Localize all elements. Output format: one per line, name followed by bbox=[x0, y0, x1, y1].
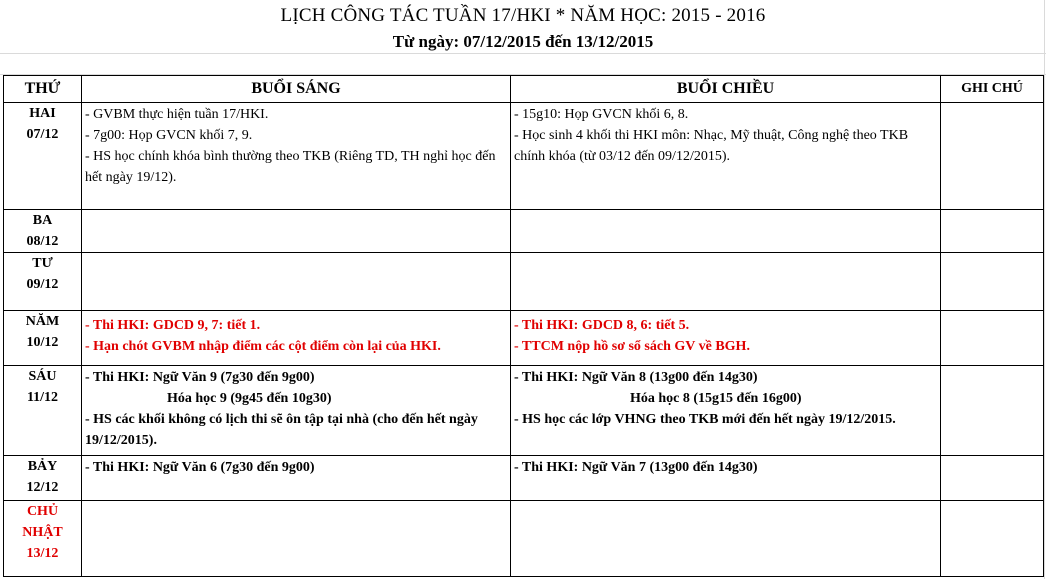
day-name: NĂM bbox=[25, 314, 60, 329]
table-row bbox=[4, 366, 1044, 456]
schedule-table bbox=[3, 75, 1044, 577]
day-name-2: NHẬT bbox=[22, 525, 63, 540]
table-row bbox=[4, 311, 1044, 366]
day-date: 11/12 bbox=[26, 390, 59, 405]
afternoon-item: - HS học các lớp VHNG theo TKB mới đến hết ngày 19/12/2015. bbox=[514, 412, 896, 427]
afternoon-item: - Học sinh 4 khối thi HKI môn: Nhạc, Mỹ thuật, Công nghệ theo TKB chính khóa (từ 03/12 đến 09/12/2015). bbox=[514, 128, 909, 164]
note-cell bbox=[941, 253, 1044, 311]
page-subtitle: Từ ngày: 07/12/2015 đến 13/12/2015 bbox=[392, 32, 654, 51]
day-cell bbox=[4, 501, 82, 577]
day-date: 12/12 bbox=[26, 480, 59, 495]
afternoon-item: - 15g10: Họp GVCN khối 6, 8. bbox=[514, 107, 689, 122]
note-cell bbox=[941, 456, 1044, 501]
morning-cell bbox=[82, 366, 511, 456]
day-cell bbox=[4, 103, 82, 210]
day-name: CHỦ bbox=[26, 504, 59, 519]
afternoon-cell bbox=[511, 311, 941, 366]
table-row bbox=[4, 210, 1044, 253]
morning-item: - HS các khối không có lịch thi sẽ ôn tập tại nhà (cho đến hết ngày 19/12/2015). bbox=[85, 412, 478, 448]
day-name: SÁU bbox=[28, 369, 57, 384]
grid-line bbox=[0, 53, 1046, 54]
morning-item: - HS học chính khóa bình thường theo TKB (Riêng TD, TH nghỉ học đến hết ngày 19/12). bbox=[85, 149, 496, 185]
note-cell bbox=[941, 501, 1044, 577]
afternoon-cell bbox=[511, 456, 941, 501]
day-name: HAI bbox=[29, 106, 56, 121]
table-row bbox=[4, 501, 1044, 577]
morning-cell bbox=[82, 501, 511, 577]
afternoon-item: - Thi HKI: GDCD 8, 6: tiết 5. bbox=[514, 318, 690, 333]
note-cell bbox=[941, 210, 1044, 253]
header-sang: BUỔI SÁNG bbox=[82, 76, 511, 103]
table-row bbox=[4, 456, 1044, 501]
day-cell bbox=[4, 253, 82, 311]
day-cell bbox=[4, 311, 82, 366]
afternoon-cell bbox=[511, 253, 941, 311]
day-name: TƯ bbox=[32, 256, 53, 271]
afternoon-cell bbox=[511, 501, 941, 577]
table-row bbox=[4, 253, 1044, 311]
afternoon-item: Hóa học 8 (15g15 đến 16g00) bbox=[630, 391, 802, 406]
day-date: 10/12 bbox=[26, 335, 59, 350]
header-chieu: BUỔI CHIỀU bbox=[511, 76, 941, 103]
morning-cell bbox=[82, 311, 511, 366]
note-cell bbox=[941, 103, 1044, 210]
grid-line bbox=[1044, 0, 1045, 579]
afternoon-cell bbox=[511, 366, 941, 456]
morning-item: Hóa học 9 (9g45 đến 10g30) bbox=[167, 391, 332, 406]
page-title: LỊCH CÔNG TÁC TUẦN 17/HKI * NĂM HỌC: 2015 - 2016 bbox=[280, 5, 766, 26]
morning-item: - Thi HKI: Ngữ Văn 9 (7g30 đến 9g00) bbox=[85, 370, 315, 385]
day-date: 13/12 bbox=[26, 546, 59, 561]
morning-cell bbox=[82, 456, 511, 501]
header-row bbox=[4, 76, 1044, 103]
morning-item: - GVBM thực hiện tuần 17/HKI. bbox=[85, 107, 269, 122]
day-cell bbox=[4, 456, 82, 501]
day-cell bbox=[4, 210, 82, 253]
morning-item: - 7g00: Họp GVCN khối 7, 9. bbox=[85, 128, 253, 143]
day-date: 08/12 bbox=[26, 234, 59, 249]
afternoon-item: - TTCM nộp hồ sơ sổ sách GV về BGH. bbox=[514, 339, 750, 354]
morning-cell bbox=[82, 210, 511, 253]
morning-item: - Thi HKI: Ngữ Văn 6 (7g30 đến 9g00) bbox=[85, 460, 315, 475]
table-row bbox=[4, 103, 1044, 210]
afternoon-cell bbox=[511, 103, 941, 210]
day-date: 07/12 bbox=[26, 127, 59, 142]
day-date: 09/12 bbox=[26, 277, 59, 292]
morning-cell bbox=[82, 253, 511, 311]
day-name: BẢY bbox=[27, 459, 58, 474]
morning-item: - Thi HKI: GDCD 9, 7: tiết 1. bbox=[85, 318, 261, 333]
day-cell bbox=[4, 366, 82, 456]
morning-cell bbox=[82, 103, 511, 210]
note-cell bbox=[941, 366, 1044, 456]
afternoon-item: - Thi HKI: Ngữ Văn 7 (13g00 đến 14g30) bbox=[514, 460, 758, 475]
day-name: BA bbox=[32, 213, 53, 228]
afternoon-item: - Thi HKI: Ngữ Văn 8 (13g00 đến 14g30) bbox=[514, 370, 758, 385]
header-ghichu: GHI CHÚ bbox=[941, 76, 1044, 103]
header-thu: THỨ bbox=[4, 76, 82, 103]
morning-item: - Hạn chót GVBM nhập điểm các cột điểm còn lại của HKI. bbox=[85, 339, 441, 354]
note-cell bbox=[941, 311, 1044, 366]
afternoon-cell bbox=[511, 210, 941, 253]
